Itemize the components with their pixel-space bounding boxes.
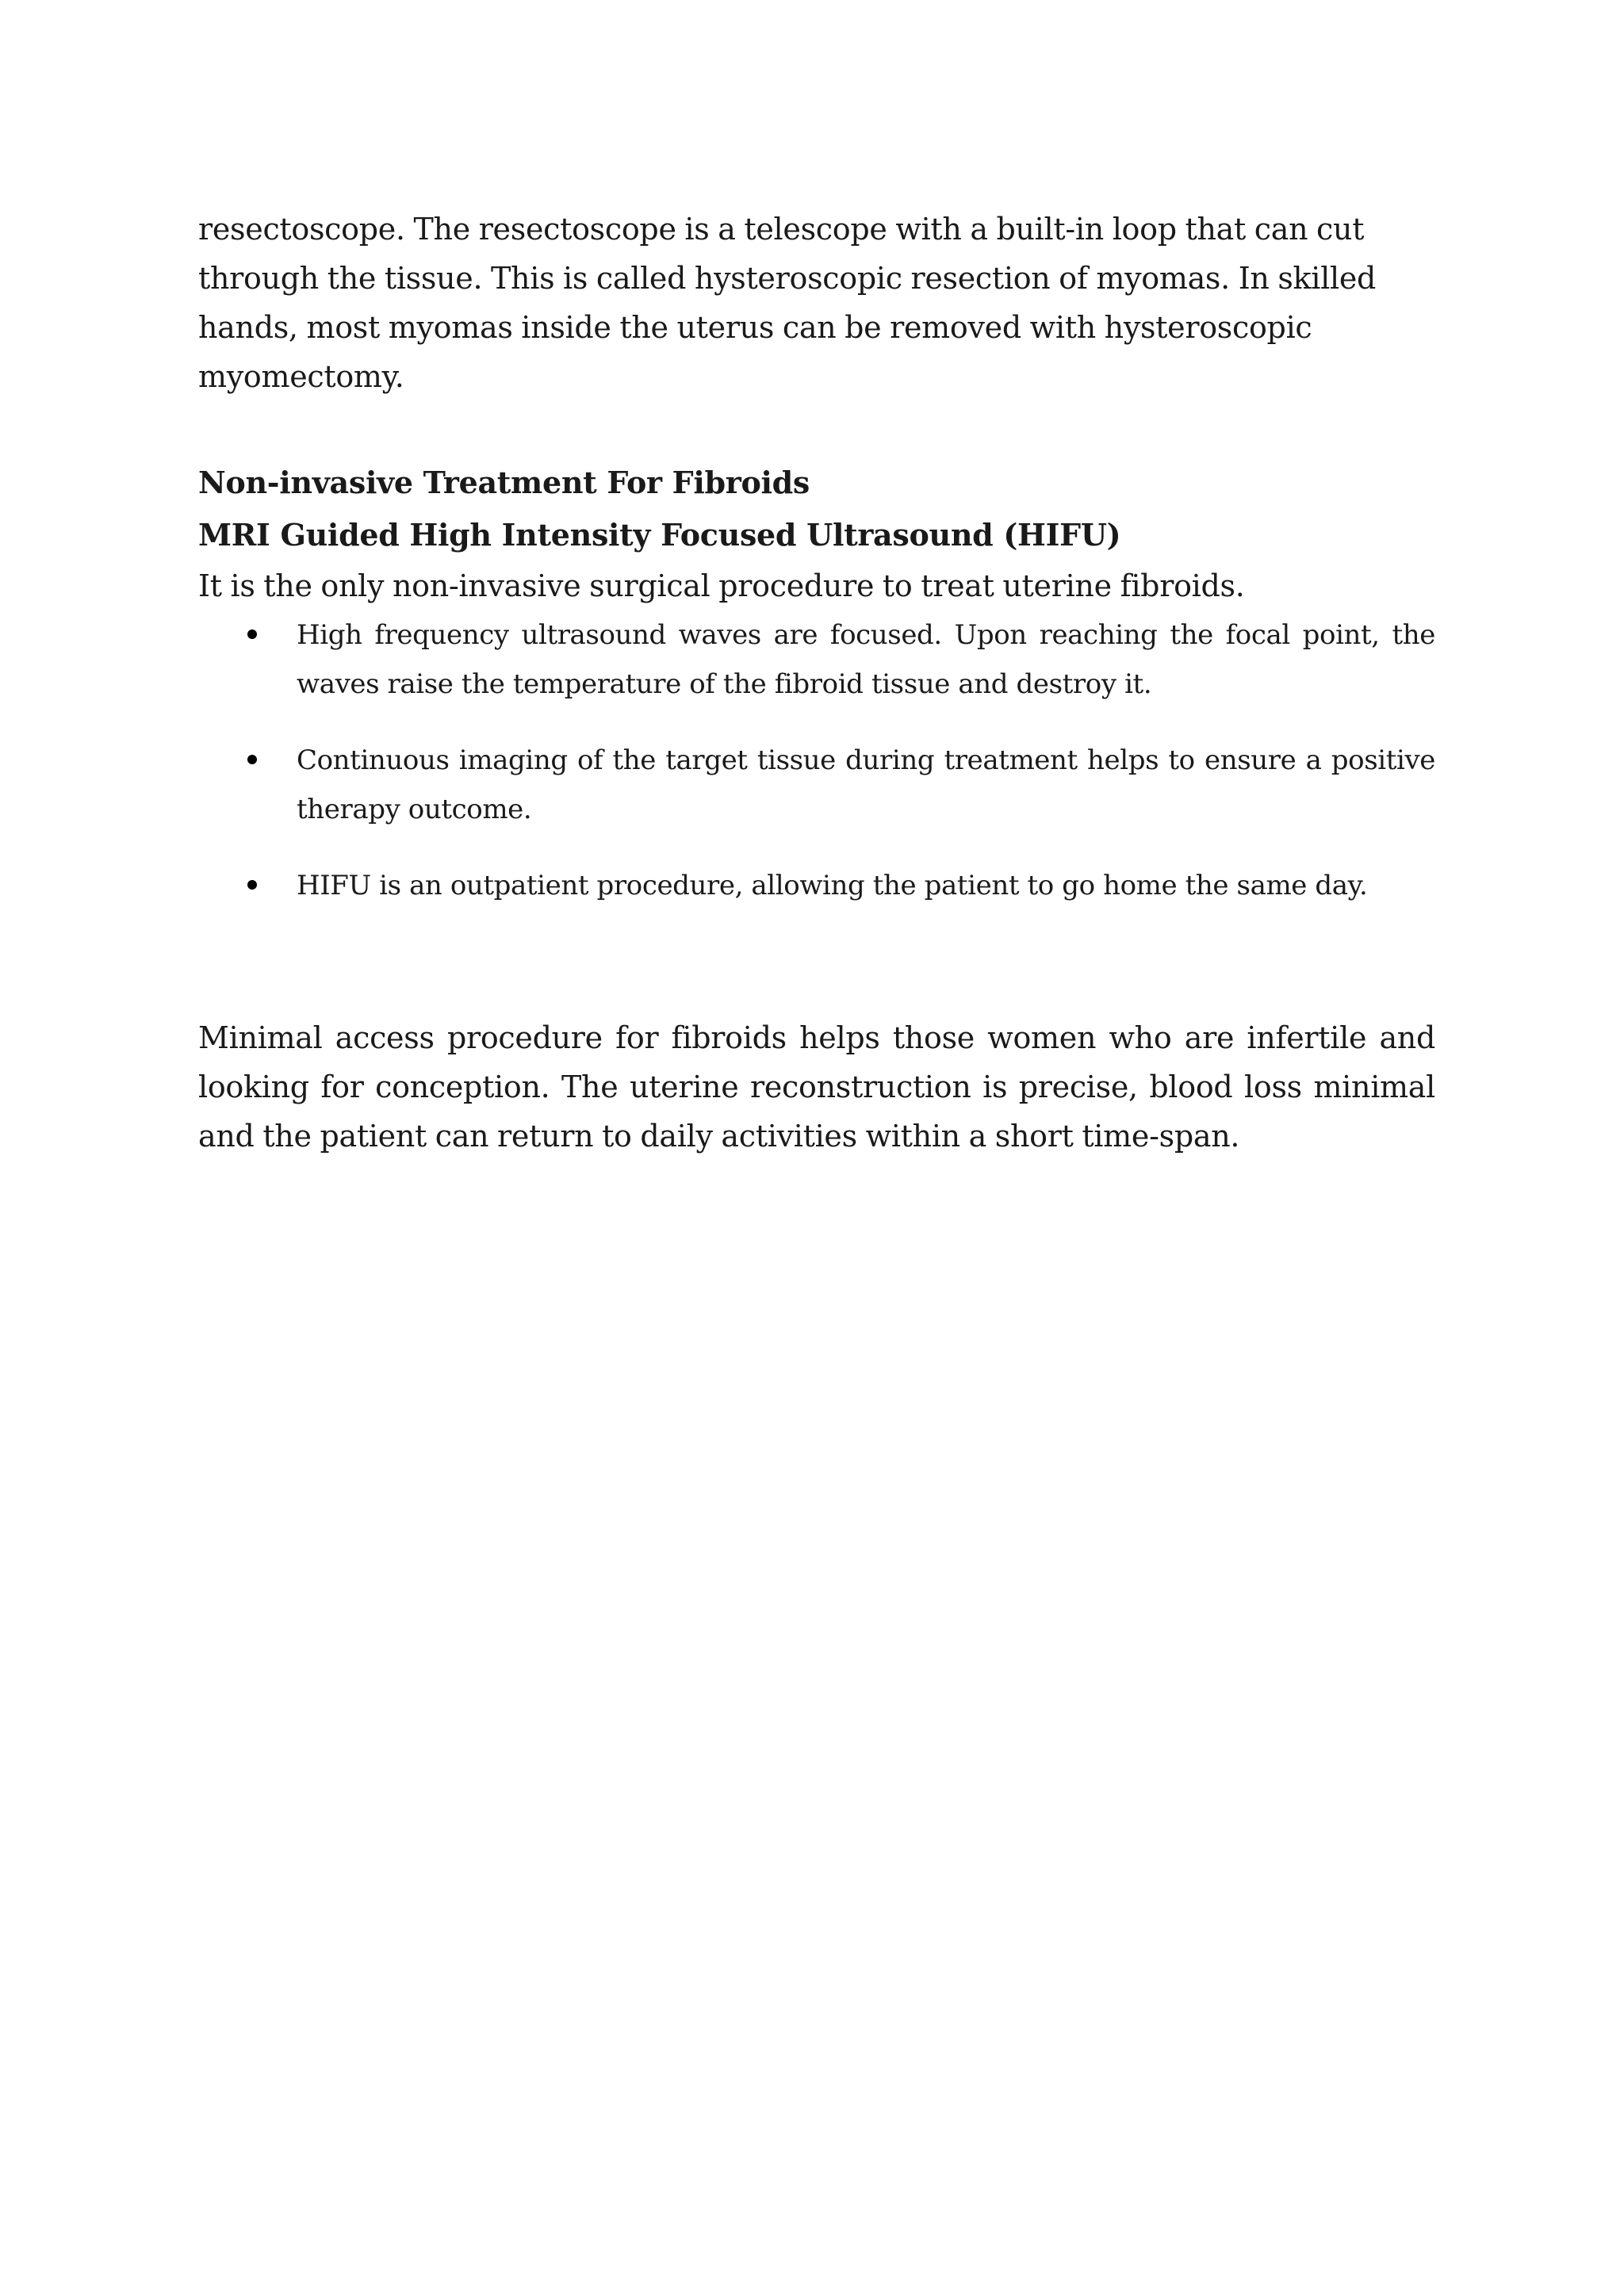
bullet-dot-icon xyxy=(247,629,257,639)
section-heading: Non-invasive Treatment For Fibroids xyxy=(198,465,810,500)
bullet-text: HIFU is an outpatient procedure, allowing the patient to go home the same day. xyxy=(297,870,1368,901)
closing-paragraph: Minimal access procedure for fibroids helps those women who are infertile and looking for conception. The uterine reconstruction is precise, blood loss minimal and the patient can return to daily activities within a short time-span. xyxy=(198,1020,1435,1154)
bullet-item xyxy=(247,736,1435,834)
bullet-item xyxy=(247,610,1435,709)
intro-paragraph: resectoscope. The resectoscope is a telescope with a built-in loop that can cut through the tissue. This is called hysteroscopic resection of myomas. In skilled hands, most myomas inside the uterus can be removed with hysteroscopic myomectomy. xyxy=(198,212,1377,394)
subsection-intro: It is the only non-invasive surgical procedure to treat uterine fibroids. xyxy=(198,568,1245,603)
bullet-text: High frequency ultrasound waves are focused. Upon reaching the focal point, the waves raise the temperature of the fibroid tissue and destroy it. xyxy=(297,619,1435,700)
bullet-text: Continuous imaging of the target tissue during treatment helps to ensure a positive therapy outcome. xyxy=(297,744,1435,825)
spacer xyxy=(198,401,1435,457)
bullet-dot-icon xyxy=(247,755,257,764)
subsection-heading: MRI Guided High Intensity Focused Ultrasound (HIFU) xyxy=(198,517,1121,553)
bullet-dot-icon xyxy=(247,880,257,890)
spacer xyxy=(198,937,1435,1013)
bullet-list xyxy=(247,610,1435,910)
bullet-item xyxy=(247,861,1435,910)
page-content xyxy=(198,205,1435,1161)
